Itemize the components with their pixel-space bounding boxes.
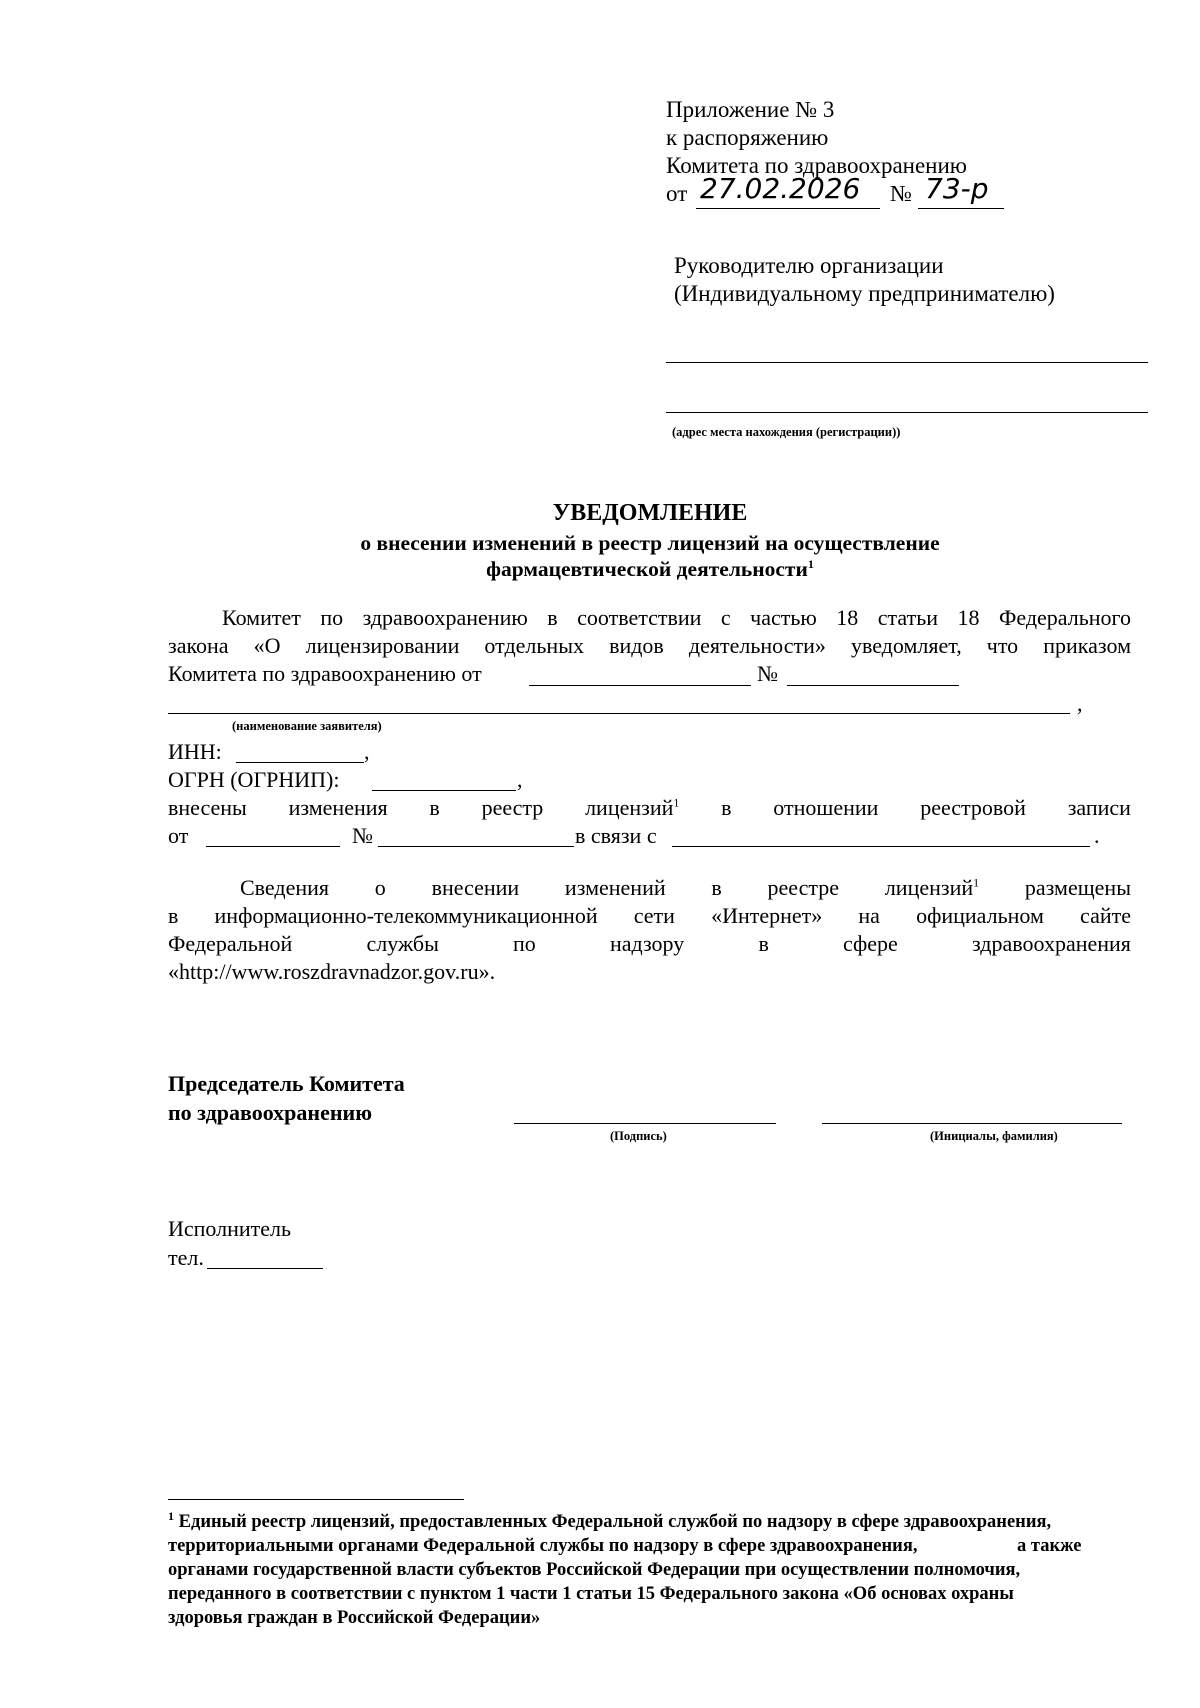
record-number-sign: № xyxy=(352,823,373,848)
addressee-name-line xyxy=(666,362,1148,363)
footnote-ref: 1 xyxy=(673,795,680,810)
applicant-name-field xyxy=(168,713,1070,714)
record-number-field xyxy=(378,846,574,847)
reason-field xyxy=(672,846,1090,847)
document-title: УВЕДОМЛЕНИЕ xyxy=(552,500,748,526)
order-number-sign: № xyxy=(757,661,778,686)
handwritten-number: 73-р xyxy=(925,172,989,205)
paragraph2-line2: в информационно-телекоммуникационной сети «Интернет» на официальном сайте xyxy=(168,903,1131,928)
phone-field xyxy=(207,1268,323,1269)
paragraph1-line2: закона «О лицензировании отдельных видов деятельности» уведомляет, что приказом xyxy=(168,633,1131,658)
paragraph2-line1: Сведения о внесении изменений в реестре лицензий$^1$ размещены xyxy=(240,875,1131,900)
phone-label: тел. xyxy=(168,1245,204,1270)
footnote-line5: здоровья граждан в Российской Федерации» xyxy=(168,1608,541,1628)
record-date-field xyxy=(206,846,340,847)
name-caption: (Инициалы, фамилия) xyxy=(930,1129,1058,1143)
name-field xyxy=(822,1123,1122,1124)
paragraph2-line4: «http://www.roszdravnadzor.gov.ru». xyxy=(168,959,496,984)
reason-label: в связи с xyxy=(575,823,657,848)
footnote-line3: органами государственной власти субъектов Российской Федерации при осуществлении полномочия, xyxy=(168,1560,1021,1580)
ogrn-label: ОГРН (ОГРНИП): xyxy=(168,767,340,792)
number-label: № xyxy=(890,181,912,206)
signature-field xyxy=(514,1123,776,1124)
signatory-title-line1: Председатель Комитета xyxy=(168,1071,405,1096)
addressee-line2: (Индивидуальному предпринимателю) xyxy=(674,281,1055,306)
footnote-line2b: а также xyxy=(1017,1536,1082,1556)
ogrn-field xyxy=(372,790,516,791)
date-underline xyxy=(696,208,880,209)
ogrn-comma: , xyxy=(517,767,523,792)
handwritten-date: 27.02.2026 xyxy=(700,172,861,205)
footnote-line4: переданного в соответствии с пунктом 1 части 1 статьи 15 Федерального закона «Об основах охраны xyxy=(168,1584,1014,1604)
appendix-number: Приложение № 3 xyxy=(666,97,835,122)
order-number-field xyxy=(787,685,959,686)
record-date-label: от xyxy=(168,823,189,848)
address-caption: (адрес места нахождения (регистрации)) xyxy=(672,425,901,439)
document-subtitle-line2: фармацевтической деятельности$^1$ xyxy=(486,556,814,581)
addressee-line1: Руководителю организации xyxy=(674,253,944,278)
date-label: от xyxy=(666,181,688,206)
paragraph2-line3: Федеральной службы по надзору в сфере здравоохранения xyxy=(168,931,1131,956)
footnote-line1: $^1$ Единый реестр лицензий, предоставленных Федеральной службой по надзору в сфере здравоохранения, xyxy=(168,1508,1052,1532)
footnote-mark: 1 xyxy=(168,1508,174,1523)
footnote-ref: 1 xyxy=(807,556,814,571)
number-underline xyxy=(918,208,1004,209)
signatory-title-line2: по здравоохранению xyxy=(168,1100,373,1125)
executor-label: Исполнитель xyxy=(168,1216,292,1241)
footnote-line2a: территориальными органами Федеральной службы по надзору в сфере здравоохранения, xyxy=(168,1536,918,1556)
changes-line: внесены изменения в реестр лицензий$^1$ в отношении реестровой записи xyxy=(168,795,1131,820)
inn-comma: , xyxy=(364,739,370,764)
inn-field xyxy=(236,762,364,763)
document-subtitle-line1: о внесении изменений в реестр лицензий на осуществление xyxy=(360,531,940,555)
applicant-caption: (наименование заявителя) xyxy=(232,719,382,733)
applicant-comma: , xyxy=(1077,691,1083,716)
reason-period: . xyxy=(1094,823,1100,848)
inn-label: ИНН: xyxy=(168,739,222,764)
footnote-separator xyxy=(168,1499,464,1500)
order-date-field xyxy=(529,685,751,686)
appendix-order-ref: к распоряжению xyxy=(666,125,829,150)
signature-caption: (Подпись) xyxy=(610,1129,667,1143)
paragraph1-line3: Комитета по здравоохранению от xyxy=(168,661,482,686)
appendix-committee: Комитета по здравоохранению xyxy=(666,153,967,178)
addressee-address-line xyxy=(666,412,1148,413)
paragraph1-line1: Комитет по здравоохранению в соответствии с частью 18 статьи 18 Федерального xyxy=(222,605,1131,630)
footnote-ref: 1 xyxy=(973,875,980,890)
